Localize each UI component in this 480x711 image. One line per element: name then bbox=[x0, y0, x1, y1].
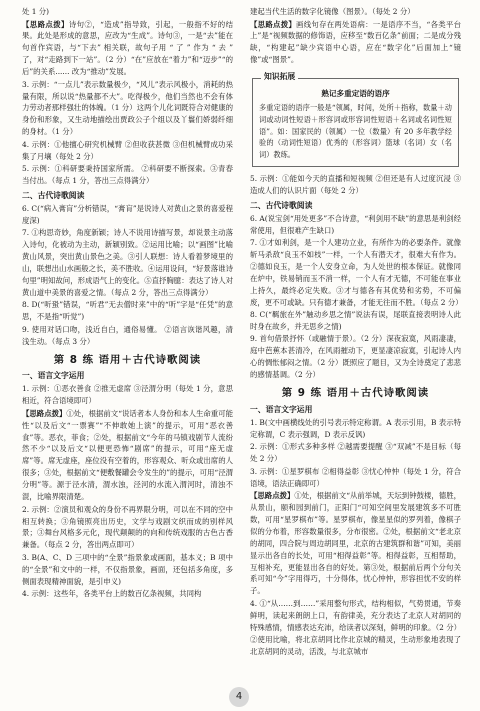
knowledge-box-tag: 知识拓展 bbox=[261, 71, 298, 83]
paragraph: 5. 示例：①能如今天的直播和短视频 ②但还是有人过度沉浸 ③造成人们的认识片面（每处 2 分） bbox=[250, 173, 461, 195]
paragraph: 1. B(文中画横线处的引号表示特定称谓。A 表示引用，B 表示特定称谓，C 表示强调，D 表示反讽) bbox=[250, 417, 461, 439]
paragraph bbox=[22, 19, 233, 79]
left-column bbox=[22, 6, 233, 601]
paragraph: 1. 示例：①恶衣善食 ②推无虚席 ③泾渭分明（每处 1 分，意思相近，符合语境即可） bbox=[22, 384, 233, 406]
paragraph: 处 1 分) bbox=[22, 7, 50, 16]
hint-tag: 【思路点拨】 bbox=[22, 408, 67, 418]
knowledge-box-text: 多重定语的语序一般是“领属，时间，处所＋指称，数量＋动词或动词性短语＋形容词或形容词性短语＋名词或名词性短语”。如：国家民的（领属）一位（数量）有 20 多年教学经验的（动词性短语）优秀的（形容词）篮球（名词）女（名词）教练。 bbox=[259, 102, 452, 160]
paragraph: 7. ①才如利剑，是一个人建功立业，有所作为的必要条件。就像斩马杀敌“良玉不如枝”一样，一个人有潜天才，很难大有作为。②德如良玉，是一个人安身立命，为人处世的根本保证。就像同在炉中，铁易销而玉不消一样，一个人有才无德，不可能在事业上持久，最终必定失败。③才与德各有其优势和劣势，不可偏废，更不可或缺。只有德才兼备，才能无往而不胜。（每点 2 分） bbox=[250, 238, 463, 307]
hint-text: ①处，根据前文“说话者本人身份和本人生命重可能性“以及后文“一票赛”“不伸敢她上演”的提示，可用“恶衣善食”等。恶衣，菲食；②处，根据前文“今年的马镇戏剧节人流纷然不少“以及后文“以便更恐怖“剧席”的提示，可用“座无虚席”等。席无虚座，座位没有空着的，形容观众、听众或出席的人很多；③处，根据前文“便敷餐罐会令发生的”的提示，可用“泾渭分明”等。源于泾水清，渭水浊，泾河的水流入渭河时，清浊不混，比喻界限清楚。 bbox=[22, 408, 233, 502]
hint-text: ①处，根据前文“从前举城，天坛到钟鼓楼，德胜，从景山，颐和园到前门，正阳门“可知空间里发展建筑多不可胜数，可用“星罗棋布”等。星罗棋布，像星星似的罗列着，像棋子似的分布着，形容数量很多，分布很密。②处，根据前文“老北京的胡同，四合院与周边胡同里，北京的古建筑群和谐”可知，美丽显示出各自的长处，可用“相得益彰”等。相得益彰，互相帮助，互相补充，更能显出各自的好处。第③处，根据前后两个分句关系可知“今”字用得巧，十分得体，忧心忡忡，形容担忧不安的样子。 bbox=[250, 491, 461, 596]
paragraph bbox=[22, 408, 233, 503]
lesson-title: 第 8 练 语用＋古代诗歌阅读 bbox=[53, 353, 202, 366]
paragraph: 9. 首句借景抒怀（或融情于景）。（2 分）深夜寂寞，风雨凄凄，庭中芭蕉本甚清冷，在风雨摧动下，更显凄凉寂寞，引起诗人内心的惆怅郁闷之情。（2 分）既照应了题目，又为全诗奠定了悲悲的感情基调。（2 分） bbox=[250, 334, 461, 380]
section-heading: 一、语言文字运用 bbox=[22, 371, 85, 381]
right-column bbox=[250, 6, 461, 658]
paragraph: 8. D(“听蛩”错误，“听君”无去僧时来”中的“听”字是“任凭”的意思，不是指“听觉”) bbox=[22, 300, 233, 322]
paragraph: 9. 使用对话口吻，浅近自白，通俗易懂。 ②语言诙谐风趣，清浅生动。（每点 3 分） bbox=[22, 324, 233, 346]
paragraph: 4. ①“从……到……”采用整句形式，结构相似，气势贯通，节奏鲜明，读起来朗朗上口，有韵律美，充分表达了北京人对胡同的特殊感情，情感表达充沛，给读者以深刻，鲜明的印象。（2 分）②使用比喻，将北京胡同比作北京城的精灵，生动形象地表现了北京胡同的灵动，活泼，与北京城市 bbox=[250, 598, 461, 656]
paragraph: 6. C(“病入膏肓”分析错误，“膏肓”是说诗人对黄山之景的喜爱程度深) bbox=[22, 203, 233, 225]
paragraph: 7. ①构思奇妙，角度新颖；诗人不说用诗描写景，却说景主动落入诗句，化被动为主动，新颖别致。②运用比喻；以“画图”比喻黄山风景，突出黄山景色之美。③引人联想：诗人看着梦境里的山，联想出山水画般之长，美不胜收。④运用设问，“好景落谁诗句里”明知故问，形成语气上的变化。⑤直抒胸臆：表达了诗人对黄山道中美景的喜爱之情。（每点 2 分，答出三点得满分） bbox=[22, 228, 233, 297]
lesson-title: 第 9 练 语用＋古代诗歌阅读 bbox=[281, 387, 430, 400]
hint-tag: 【思路点拨】 bbox=[22, 19, 69, 29]
paragraph: 8. C(“羁旅在外”触动乡思之情”说法有误，尾联直接表明诗人此时身在故乡，并无思乡之情) bbox=[250, 310, 461, 331]
paragraph: 4. 示例：这些年，各类平台上的数百亿条视频，共同构 bbox=[22, 589, 202, 599]
paragraph: 5. 示例：①科研要秉持国家所需。 ②科研要不断探索。③青春当付出。（每点 1 分，答出三点得满分） bbox=[22, 164, 233, 186]
paragraph: 建起当代生活的数字化镜像（图景）。（每处 2 分） bbox=[250, 7, 415, 16]
hint-tag: 【思路点拨】 bbox=[250, 491, 295, 501]
section-heading: 二、古代诗歌阅读 bbox=[250, 200, 313, 210]
paragraph bbox=[250, 19, 461, 67]
knowledge-box-title: 熟记多重定语的语序 bbox=[321, 89, 390, 99]
paragraph bbox=[250, 490, 461, 597]
hint-text: 诗句②，“造成”指导致，引起，一般指不好的结果。此处是形成的意思，应改为“生成”。诗句③，一是“去”能在句首作宾语，与“下去” 相关联，故句子用 “ 了 ” 作为 “ 去 ” 了，对“走路到下一站”。（2 分）“在”应放在“着力”和“迈步”“的后”的关系...... 改为“推动”发展。 bbox=[22, 19, 233, 77]
paragraph: 3. B(A、C、D 三项中的“全景”指景象或画面，基本义；B 项中的“全景”和文中的一样，不仅指景象，画面，还包括多角度，多侧面表现精神面貌，是引申义) bbox=[22, 552, 233, 586]
paragraph: 3. 示例：“一点儿”表示数量极少，“风儿”表示风极小，消耗的热量有限，所以说“热量都不大”。吃得极少，他们当然也不会有体力劳动者那样强壮的体魄。（1 分）这两个儿化词既符合对健康的身份和形象，又生动地描绘出贾政公子个组以及丫鬟们娇弱纤细的身材。（1 分） bbox=[22, 79, 233, 137]
paragraph: 3. 示例：①星罗棋布 ②相得益彰 ③忧心忡忡（每处 1 分，符合语境，语法正确即可） bbox=[250, 466, 461, 488]
hint-tag: 【思路点拨】 bbox=[250, 19, 297, 29]
paragraph: 2. 示例：②演员和观众的身份不再界限分明，可以在不同的空中相互转换；③角镜照亮出历史，文学与戏剧文织而成的别样风景；③舞台风格多元化，现代颠颠的的向和传统戏服的古色古香兼备。（每点 2 分，答出两点即可） bbox=[22, 504, 233, 550]
knowledge-box bbox=[252, 72, 459, 167]
paragraph: 2. 示例：①形式多种多样 ②越需要提醒 ③“双减”不是目标（每处 2 分） bbox=[250, 442, 461, 464]
section-heading: 二、古代诗歌阅读 bbox=[22, 190, 85, 200]
paragraph: 6. A(说宝剑“用处更多”不合诗意，“利剑用不缺”的意思是利剑经常使用，但很难产生缺口) bbox=[250, 213, 461, 235]
section-heading: 一、语言文字运用 bbox=[250, 405, 313, 414]
hint-text: 画线句存在两处语病：一是语序不当，“各类平台上”是“视频数据的修饰语，应移至“数百亿条”前面；二是成分残缺，“构建起”缺少宾语中心语，应在“数字化”后面加上“镜像”或“图景”。 bbox=[250, 19, 461, 65]
page-number: 4 bbox=[229, 687, 249, 707]
paragraph: 4. 示例：①他擅心研究机械臂 ②但收获甚微 ③但机械臂成功采集了月壤（每处 2 分） bbox=[22, 139, 233, 161]
